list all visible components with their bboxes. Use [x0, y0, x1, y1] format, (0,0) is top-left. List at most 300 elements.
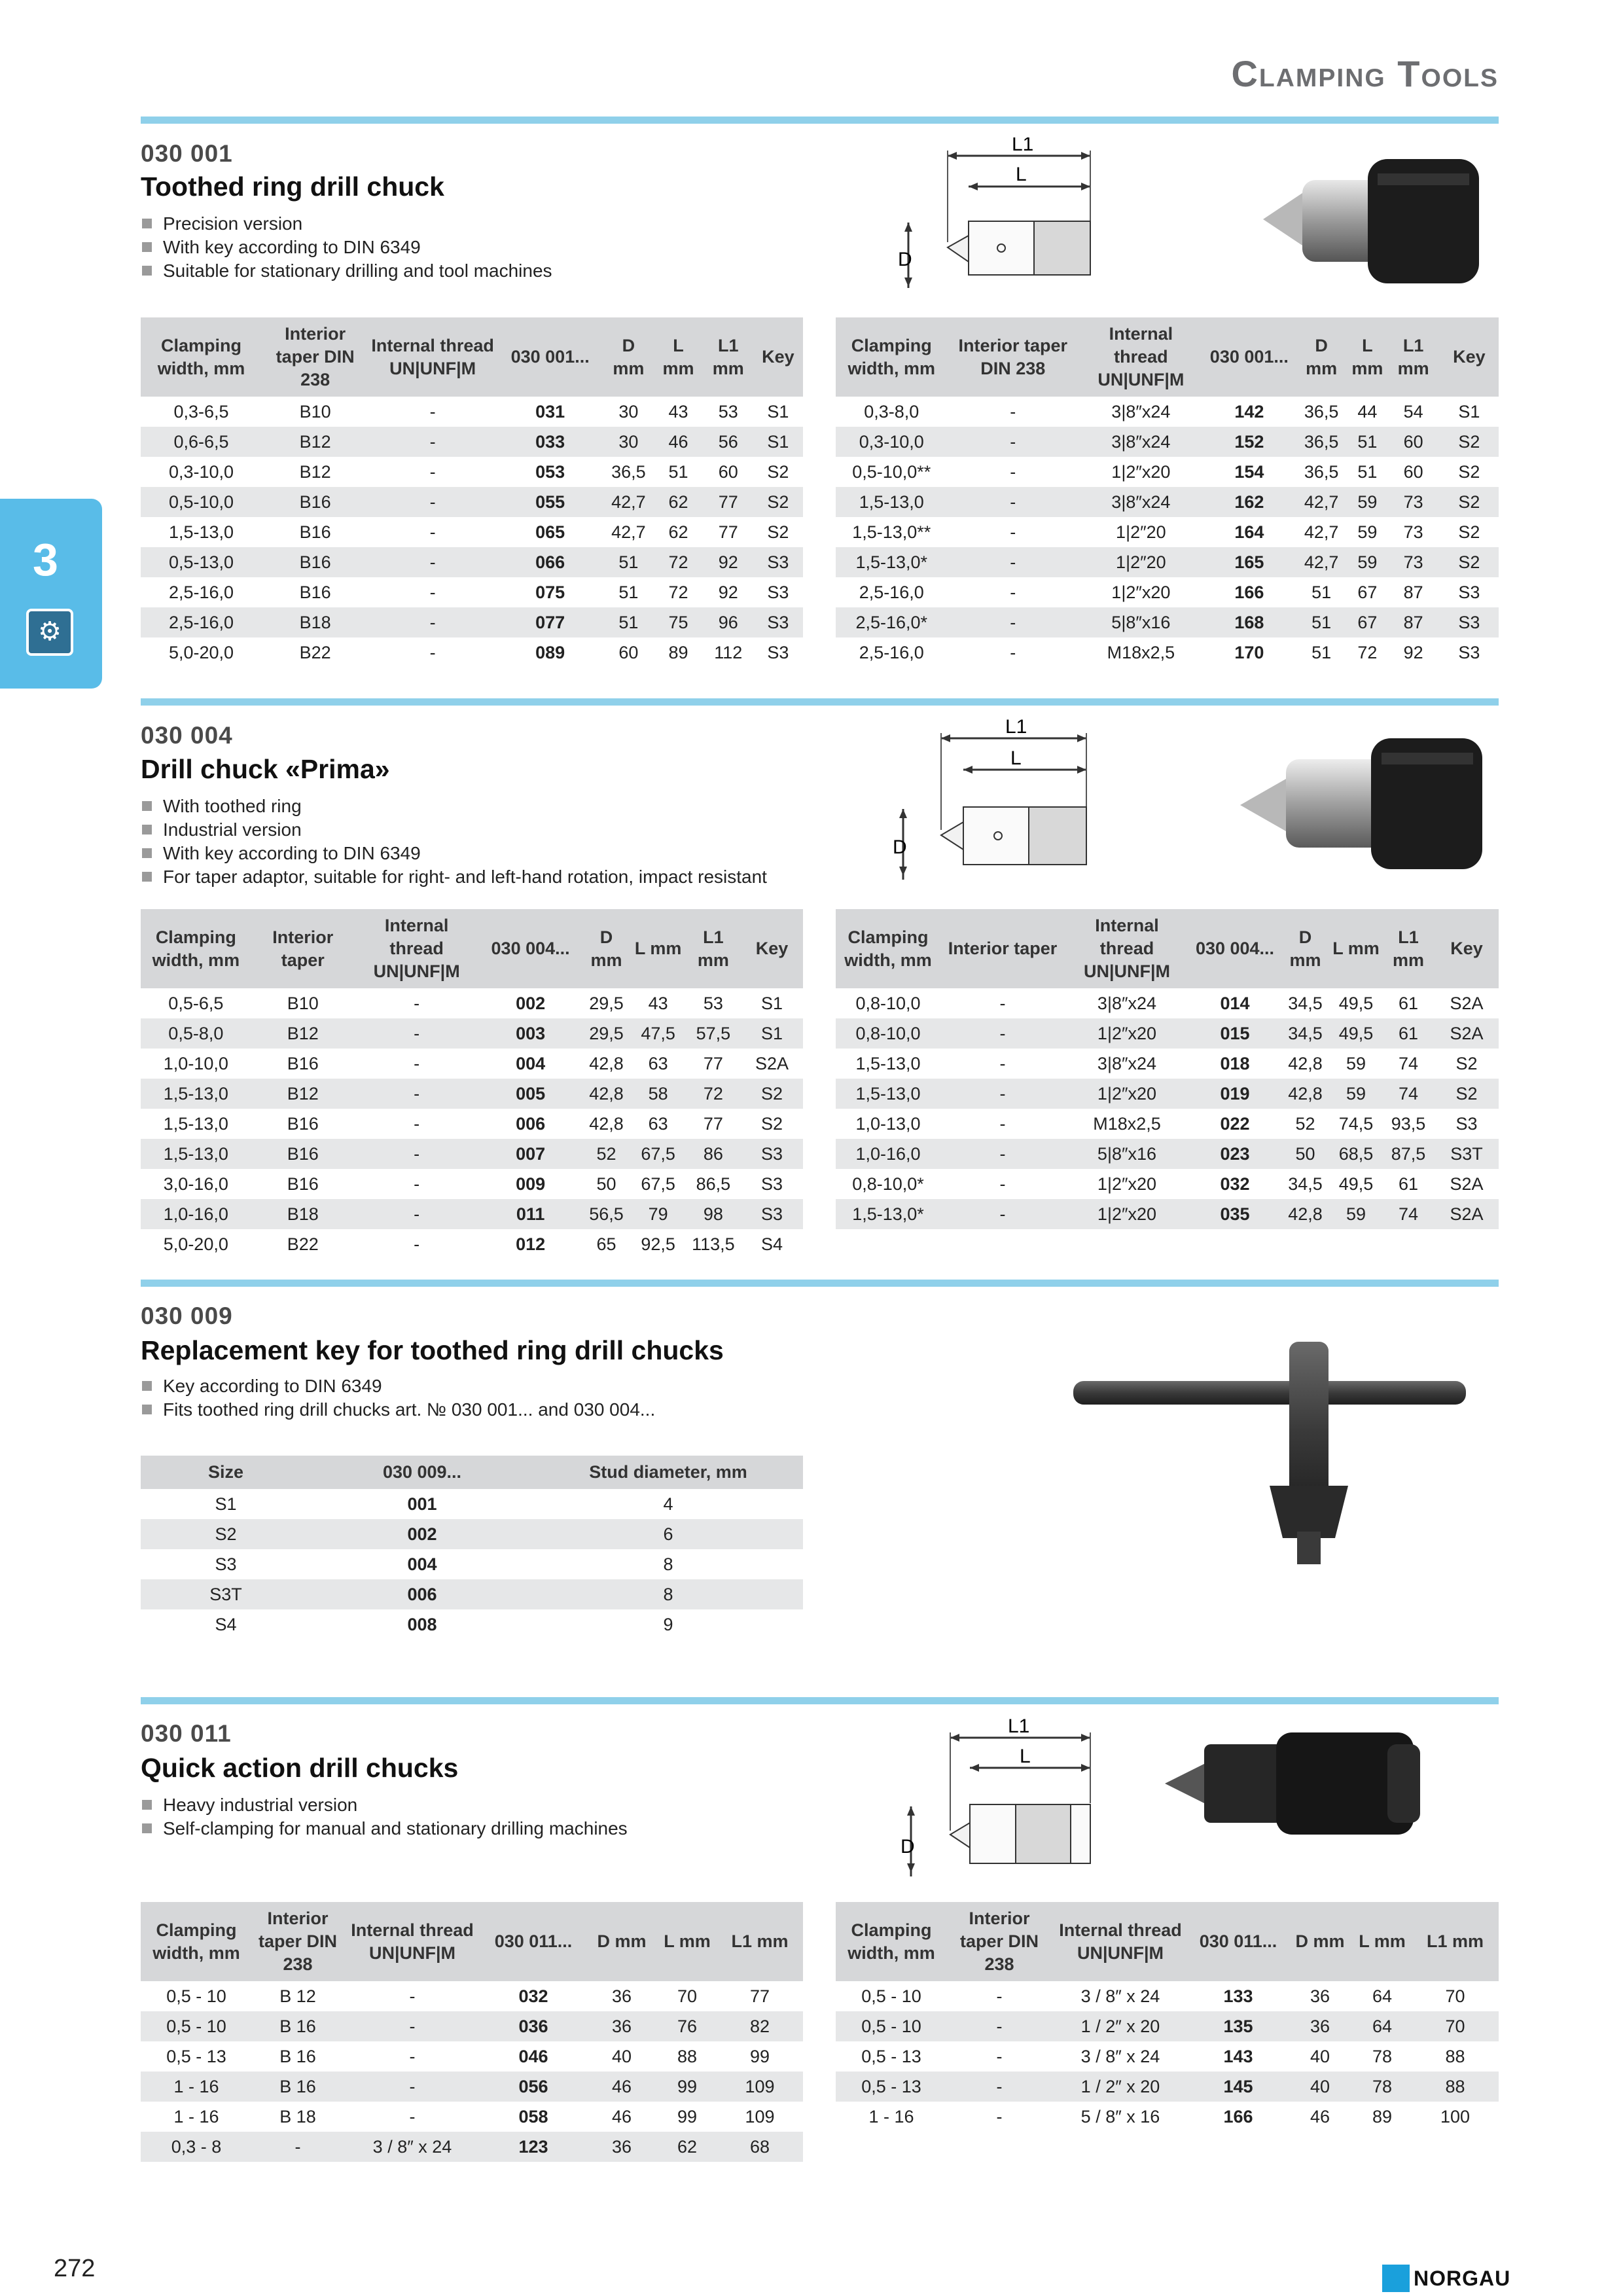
- table-cell: 30: [618, 401, 639, 422]
- table-cell: 162: [1204, 487, 1295, 517]
- table-cell: 009: [516, 1174, 546, 1194]
- section-code: 030 001: [141, 140, 233, 167]
- table-cell: 077: [497, 607, 603, 637]
- feature-item: Heavy industrial version: [141, 1793, 628, 1817]
- table-cell: 51: [603, 607, 653, 637]
- dim-label-d: D: [901, 1836, 915, 1857]
- table-row: [141, 2072, 803, 2102]
- table-cell: 1|2″20: [1079, 547, 1204, 577]
- table-row: [141, 1519, 803, 1549]
- table-cell: 30: [603, 427, 653, 457]
- table-cell: 5,0-20,0: [163, 1234, 228, 1254]
- dimension-drawing: [897, 1718, 1119, 1882]
- table-cell: S2: [767, 522, 789, 542]
- table-cell: S2: [767, 461, 789, 482]
- table-cell: -: [999, 1113, 1006, 1134]
- table-cell: S3: [741, 1139, 803, 1169]
- table-row: [836, 487, 1499, 517]
- table-cell: B16: [299, 582, 331, 602]
- table-cell: S2A: [1450, 993, 1484, 1013]
- table-cell: 007: [479, 1139, 582, 1169]
- table-cell: 77: [718, 522, 738, 542]
- dim-label-l: L: [1016, 164, 1027, 185]
- column-header: 030 001...: [497, 317, 603, 397]
- column-header: D mm: [582, 909, 631, 988]
- table-cell: 3|8″x24: [1097, 993, 1157, 1013]
- table-cell: 99: [749, 2046, 770, 2066]
- table-cell: S2: [1455, 1053, 1478, 1073]
- table-cell: S2A: [755, 1053, 789, 1073]
- table-cell: -: [409, 1986, 416, 2006]
- table-cell: 142: [1234, 401, 1264, 422]
- table-cell: 92: [718, 582, 738, 602]
- table-cell: 1,0-16,0: [141, 1199, 251, 1229]
- table-cell: 60: [618, 642, 639, 662]
- table-cell: B18: [251, 1199, 355, 1229]
- table-cell: 42,7: [1304, 522, 1339, 542]
- table-cell: 59: [1346, 1053, 1366, 1073]
- table-cell: -: [355, 1199, 479, 1229]
- table-cell: 60: [1403, 461, 1423, 482]
- table-cell: 42,8: [589, 1053, 624, 1073]
- table-cell: 109: [745, 2106, 775, 2126]
- table-cell: S2: [1440, 427, 1499, 457]
- table-cell: 0,5 - 10: [141, 2011, 252, 2041]
- spec-table-030001-left: [141, 317, 803, 668]
- table-cell: 001: [407, 1494, 437, 1514]
- column-header: L mm: [658, 1902, 717, 1981]
- table-cell: 3|8″x24: [1111, 401, 1171, 422]
- table-cell: 89: [668, 642, 688, 662]
- column-header: Interior taper DIN 238: [948, 317, 1079, 397]
- table-cell: 46: [1310, 2106, 1330, 2126]
- table-cell: 42,8: [1288, 1053, 1323, 1073]
- logo-square-icon: [1382, 2265, 1410, 2292]
- table-row: [836, 637, 1499, 668]
- table-cell: 0,3-10,0: [836, 427, 948, 457]
- table-cell: 1|2″x20: [1065, 1079, 1189, 1109]
- table-cell: 0,5-10,0**: [852, 461, 931, 482]
- table-cell: -: [940, 1199, 1065, 1229]
- table-cell: S1: [1458, 401, 1480, 422]
- table-cell: 015: [1189, 1018, 1281, 1049]
- section-divider: [141, 117, 1499, 124]
- table-row: [141, 2102, 803, 2132]
- column-header: 030 004...: [479, 909, 582, 988]
- column-header: Stud diameter, mm: [533, 1456, 803, 1489]
- table-cell: B22: [299, 642, 331, 662]
- table-cell: M18x2,5: [1093, 1113, 1161, 1134]
- table-cell: 1,5-13,0*: [836, 547, 948, 577]
- table-row: [836, 457, 1499, 487]
- table-cell: 143: [1223, 2046, 1253, 2066]
- table-cell: 40: [1287, 2072, 1353, 2102]
- column-header: Size: [141, 1456, 311, 1489]
- column-header: L mm: [653, 317, 703, 397]
- table-cell: -: [948, 607, 1079, 637]
- table-cell: -: [1010, 582, 1016, 602]
- table-row: [836, 1018, 1499, 1049]
- table-cell: 36: [1287, 2011, 1353, 2041]
- dimension-drawing: [897, 137, 1119, 288]
- table-cell: -: [368, 547, 497, 577]
- section-divider: [141, 1280, 1499, 1287]
- table-row: [836, 577, 1499, 607]
- table-cell: 70: [1412, 2011, 1499, 2041]
- column-header: Interior taper: [940, 909, 1065, 988]
- page-header-title: Clamping Tools: [1231, 53, 1499, 94]
- table-cell: 109: [717, 2072, 803, 2102]
- table-header-row: [836, 317, 1499, 397]
- table-cell: 64: [1372, 1986, 1393, 2006]
- table-row: [141, 637, 803, 668]
- table-cell: 005: [479, 1079, 582, 1109]
- table-cell: 51: [1311, 642, 1332, 662]
- table-cell: 61: [1398, 993, 1419, 1013]
- table-cell: 164: [1234, 522, 1264, 542]
- column-header: L1 mm: [717, 1902, 803, 1981]
- feature-item: Key according to DIN 6349: [141, 1374, 655, 1398]
- table-cell: 3 / 8″ x 24: [344, 2132, 481, 2162]
- table-row: [141, 2011, 803, 2041]
- table-header-row: [836, 1902, 1499, 1981]
- table-row: [836, 1139, 1499, 1169]
- table-cell: -: [414, 1174, 420, 1194]
- table-cell: 75: [653, 607, 703, 637]
- column-header: 030 004...: [1189, 909, 1281, 988]
- table-cell: 1,5-13,0: [836, 1079, 940, 1109]
- column-header: Internal thread UN|UNF|M: [355, 909, 479, 988]
- column-header: Internal thread UN|UNF|M: [344, 1902, 481, 1981]
- table-cell: 87: [1387, 607, 1439, 637]
- table-cell: -: [996, 2106, 1003, 2126]
- spec-table-030011-right: [836, 1902, 1499, 2132]
- table-cell: -: [252, 2132, 344, 2162]
- dimension-drawing: [890, 719, 1113, 882]
- table-cell: 36: [586, 2011, 658, 2041]
- table-cell: 1 - 16: [141, 2072, 252, 2102]
- table-cell: 60: [1387, 427, 1439, 457]
- feature-item: Suitable for stationary drilling and tool machines: [141, 259, 552, 283]
- column-header: D mm: [1287, 1902, 1353, 1981]
- table-row: [141, 487, 803, 517]
- dim-label-d: D: [898, 249, 912, 270]
- table-cell: 49,5: [1338, 1174, 1374, 1194]
- table-row: [141, 1579, 803, 1609]
- table-cell: 67: [1357, 582, 1378, 602]
- table-row: [141, 2132, 803, 2162]
- column-header: D mm: [1295, 317, 1347, 397]
- table-cell: 1,0-13,0: [855, 1113, 921, 1134]
- table-row: [836, 1199, 1499, 1229]
- table-cell: 1,5-13,0*: [836, 1199, 940, 1229]
- column-header: L1 mm: [686, 909, 741, 988]
- table-cell: 0,3 - 8: [141, 2132, 252, 2162]
- table-cell: S1: [215, 1494, 237, 1514]
- table-cell: 0,8-10,0: [836, 1018, 940, 1049]
- table-row: [141, 1981, 803, 2011]
- table-cell: 1,0-16,0: [836, 1139, 940, 1169]
- table-cell: -: [368, 487, 497, 517]
- table-cell: -: [429, 522, 436, 542]
- table-cell: 168: [1204, 607, 1295, 637]
- table-cell: 004: [516, 1053, 546, 1073]
- table-cell: 031: [535, 401, 565, 422]
- table-cell: -: [368, 427, 497, 457]
- chapter-number: 3: [33, 534, 58, 585]
- table-cell: 98: [686, 1199, 741, 1229]
- table-cell: M18x2,5: [1107, 642, 1175, 662]
- table-cell: 42,7: [611, 522, 646, 542]
- table-cell: 1 - 16: [173, 2106, 219, 2126]
- table-cell: 92: [1403, 642, 1423, 662]
- table-cell: 1|2″x20: [1111, 461, 1171, 482]
- table-cell: 67,5: [641, 1174, 675, 1194]
- table-cell: -: [940, 1079, 1065, 1109]
- table-cell: S2A: [1435, 1199, 1499, 1229]
- table-cell: B12: [251, 1018, 355, 1049]
- table-cell: 3 / 8″ x 24: [1080, 1986, 1160, 2006]
- table-cell: 003: [479, 1018, 582, 1049]
- column-header: 030 011...: [1189, 1902, 1287, 1981]
- chapter-tab[interactable]: [0, 499, 102, 689]
- table-cell: 73: [1403, 522, 1423, 542]
- table-row: [141, 577, 803, 607]
- table-cell: S2: [1440, 547, 1499, 577]
- table-cell: 002: [516, 993, 546, 1013]
- table-cell: 42,7: [1295, 547, 1347, 577]
- table-cell: 62: [658, 2132, 717, 2162]
- table-cell: 1 / 2″ x 20: [1052, 2072, 1189, 2102]
- table-cell: 2,5-16,0: [859, 582, 924, 602]
- table-cell: S3: [753, 547, 803, 577]
- table-cell: 023: [1189, 1139, 1281, 1169]
- table-cell: 166: [1223, 2106, 1253, 2126]
- table-cell: 72: [653, 547, 703, 577]
- table-cell: 004: [407, 1554, 437, 1574]
- column-header: L mm: [1347, 317, 1387, 397]
- table-row: [836, 517, 1499, 547]
- chuck-key-image: [1067, 1335, 1472, 1571]
- table-cell: 44: [1357, 401, 1378, 422]
- table-cell: 40: [611, 2046, 632, 2066]
- column-header: Internal thread UN|UNF|M: [1079, 317, 1204, 397]
- table-row: [836, 1079, 1499, 1109]
- table-cell: 78: [1353, 2072, 1412, 2102]
- table-cell: 1|2″x20: [1065, 1199, 1189, 1229]
- dim-label-l1: L1: [1008, 1718, 1030, 1737]
- table-cell: S1: [741, 1018, 803, 1049]
- table-cell: 70: [677, 1986, 698, 2006]
- dim-label-l1: L1: [1012, 137, 1034, 155]
- table-cell: B10: [299, 401, 331, 422]
- column-header: Key: [753, 317, 803, 397]
- table-cell: 56: [704, 427, 753, 457]
- column-header: Key: [741, 909, 803, 988]
- table-cell: 006: [311, 1579, 533, 1609]
- table-cell: -: [355, 1079, 479, 1109]
- column-header: Interior taper DIN 238: [947, 1902, 1052, 1981]
- table-cell: S3: [1458, 582, 1480, 602]
- table-cell: 53: [703, 993, 723, 1013]
- table-cell: 74: [1398, 1053, 1419, 1073]
- brand-logo[interactable]: [1382, 2265, 1510, 2292]
- dim-label-l: L: [1020, 1746, 1031, 1767]
- table-cell: S2: [1440, 487, 1499, 517]
- table-cell: S3: [753, 607, 803, 637]
- table-cell: -: [999, 1174, 1006, 1194]
- toothed-ring-chuck-image: [1257, 147, 1505, 298]
- table-cell: 1,5-13,0: [836, 487, 948, 517]
- table-cell: 72: [686, 1079, 741, 1109]
- table-cell: -: [414, 1234, 420, 1254]
- table-cell: 88: [677, 2046, 698, 2066]
- table-cell: 68,5: [1330, 1139, 1382, 1169]
- table-cell: 0,3-10,0: [168, 461, 234, 482]
- table-row: [836, 547, 1499, 577]
- table-cell: -: [414, 993, 420, 1013]
- table-header-row: [141, 317, 803, 397]
- table-row: [836, 2041, 1499, 2072]
- table-cell: 008: [407, 1614, 437, 1634]
- column-header: Interior taper DIN 238: [262, 317, 368, 397]
- table-cell: 60: [718, 461, 738, 482]
- dim-label-d: D: [893, 836, 907, 858]
- section-title: Drill chuck «Prima»: [141, 754, 390, 784]
- table-cell: 154: [1234, 461, 1264, 482]
- table-cell: -: [409, 2046, 416, 2066]
- feature-list: [141, 795, 767, 889]
- table-cell: 62: [668, 522, 688, 542]
- feature-item: Industrial version: [141, 818, 767, 842]
- table-cell: 112: [714, 642, 743, 662]
- table-cell: 61: [1382, 1018, 1435, 1049]
- table-row: [141, 1139, 803, 1169]
- table-row: [141, 397, 803, 427]
- table-cell: -: [1010, 642, 1016, 662]
- table-cell: 92,5: [641, 1234, 675, 1254]
- table-cell: 51: [668, 461, 688, 482]
- table-cell: 8: [663, 1554, 673, 1574]
- table-cell: B 12: [279, 1986, 316, 2006]
- table-row: [836, 2011, 1499, 2041]
- table-cell: S3: [1458, 642, 1480, 662]
- table-cell: 86,5: [696, 1174, 731, 1194]
- table-row: [141, 1049, 803, 1079]
- table-cell: 89: [1372, 2106, 1393, 2126]
- table-cell: 63: [648, 1113, 668, 1134]
- table-cell: B 16: [252, 2011, 344, 2041]
- table-cell: 50: [1281, 1139, 1330, 1169]
- table-cell: 1,5-13,0: [168, 522, 234, 542]
- table-cell: 011: [479, 1199, 582, 1229]
- table-cell: S3: [1440, 607, 1499, 637]
- table-row: [836, 427, 1499, 457]
- table-row: [141, 1109, 803, 1139]
- table-cell: 93,5: [1391, 1113, 1426, 1134]
- table-row: [141, 2041, 803, 2072]
- table-cell: 1,5-13,0**: [852, 522, 931, 542]
- table-cell: 42,8: [582, 1079, 631, 1109]
- table-cell: 0,5 - 13: [836, 2072, 947, 2102]
- table-cell: S3: [741, 1199, 803, 1229]
- table-cell: -: [355, 1139, 479, 1169]
- table-cell: 1 / 2″ x 20: [1052, 2011, 1189, 2041]
- table-cell: 65: [596, 1234, 616, 1254]
- table-cell: -: [947, 2072, 1052, 2102]
- table-cell: 51: [603, 547, 653, 577]
- table-cell: 1|2″x20: [1111, 582, 1171, 602]
- table-row: [836, 2072, 1499, 2102]
- table-cell: 88: [1445, 2046, 1465, 2066]
- table-cell: 42,8: [1281, 1199, 1330, 1229]
- table-cell: 0,5-13,0: [141, 547, 262, 577]
- table-cell: B16: [251, 1139, 355, 1169]
- table-cell: S2: [1435, 1079, 1499, 1109]
- section-code: 030 004: [141, 722, 233, 749]
- section-divider: [141, 698, 1499, 706]
- table-row: [836, 988, 1499, 1018]
- table-cell: 0,5 - 13: [861, 2046, 921, 2066]
- table-cell: S3T: [1435, 1139, 1499, 1169]
- dim-label-l: L: [1010, 747, 1022, 769]
- table-cell: B16: [287, 1053, 319, 1073]
- table-cell: 46: [653, 427, 703, 457]
- table-cell: 1,0-10,0: [163, 1053, 228, 1073]
- table-cell: 46: [586, 2072, 658, 2102]
- table-row: [141, 1229, 803, 1259]
- column-header: Internal thread UN|UNF|M: [1052, 1902, 1189, 1981]
- table-cell: S3: [1455, 1113, 1478, 1134]
- table-cell: 5,0-20,0: [168, 642, 234, 662]
- table-cell: 36: [1310, 1986, 1330, 2006]
- table-row: [836, 1049, 1499, 1079]
- table-row: [836, 2102, 1499, 2132]
- table-cell: -: [1010, 461, 1016, 482]
- table-cell: 43: [668, 401, 688, 422]
- table-cell: 86: [686, 1139, 741, 1169]
- table-cell: B16: [287, 1174, 319, 1194]
- table-cell: S1: [761, 993, 783, 1013]
- table-cell: 002: [311, 1519, 533, 1549]
- column-header: D mm: [586, 1902, 658, 1981]
- table-cell: 74,5: [1338, 1113, 1374, 1134]
- feature-item: With key according to DIN 6349: [141, 842, 767, 865]
- table-cell: S3: [767, 642, 789, 662]
- table-cell: -: [999, 993, 1006, 1013]
- section-code: 030 009: [141, 1302, 233, 1329]
- table-cell: 96: [704, 607, 753, 637]
- table-cell: 77: [749, 1986, 770, 2006]
- table-cell: 006: [516, 1113, 546, 1134]
- table-cell: 113,5: [692, 1234, 735, 1254]
- table-cell: 59: [1347, 487, 1387, 517]
- table-cell: S3T: [141, 1579, 311, 1609]
- table-cell: -: [940, 1018, 1065, 1049]
- table-cell: 58: [630, 1079, 685, 1109]
- table-cell: 075: [535, 582, 565, 602]
- table-cell: 51: [1347, 427, 1387, 457]
- table-cell: 1,5-13,0: [141, 1079, 251, 1109]
- spec-table-030004-left: [141, 909, 803, 1259]
- table-cell: 3|8″x24: [1079, 487, 1204, 517]
- table-cell: -: [414, 1113, 420, 1134]
- table-cell: 056: [481, 2072, 586, 2102]
- section-divider: [141, 1697, 1499, 1704]
- table-row: [141, 427, 803, 457]
- column-header: L mm: [630, 909, 685, 988]
- column-header: Interior taper DIN 238: [252, 1902, 344, 1981]
